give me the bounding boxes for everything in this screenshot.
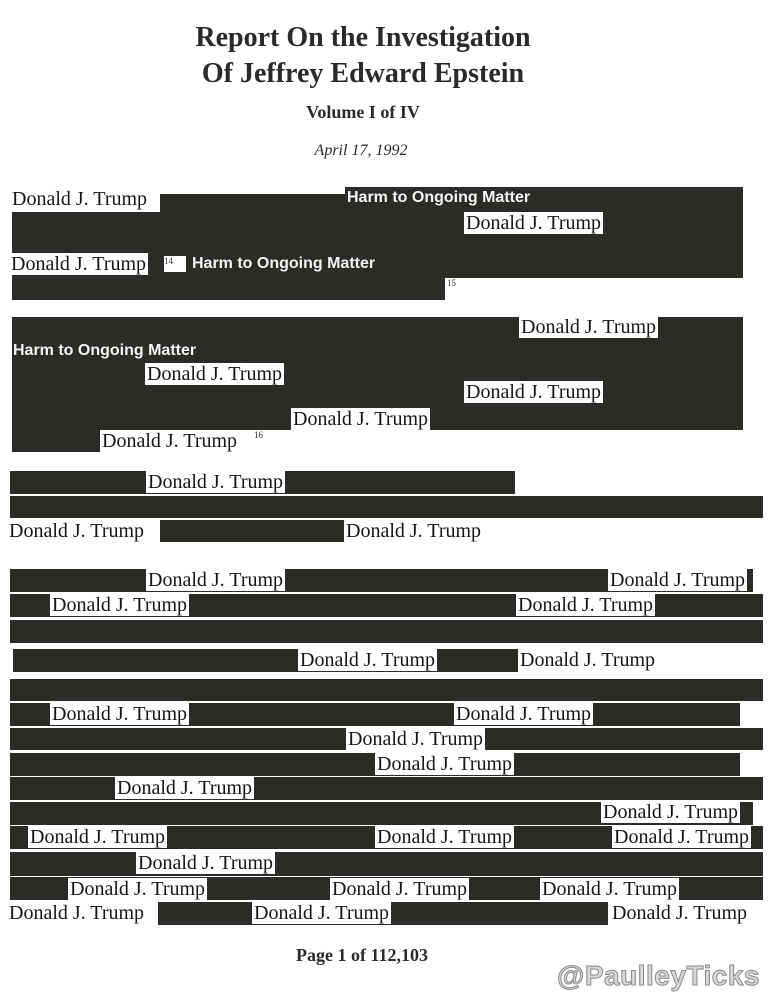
name-label: Donald J. Trump	[148, 569, 284, 591]
harm-label: Harm to Ongoing Matter	[347, 189, 531, 206]
name-label: Donald J. Trump	[9, 902, 145, 924]
report-date: April 17, 1992	[314, 142, 408, 159]
footnote-marker: 16	[254, 430, 263, 440]
document-title-line-1: Report On the Investigation	[195, 22, 531, 53]
redaction-bar	[160, 520, 344, 542]
name-label: Donald J. Trump	[518, 594, 654, 616]
harm-label: Harm to Ongoing Matter	[192, 255, 376, 272]
name-label: Donald J. Trump	[148, 471, 284, 493]
name-label: Donald J. Trump	[346, 520, 482, 542]
name-label: Donald J. Trump	[520, 649, 656, 671]
name-label: Donald J. Trump	[348, 728, 484, 750]
name-label: Donald J. Trump	[293, 408, 429, 430]
redaction-bar	[12, 278, 445, 300]
name-label: Donald J. Trump	[254, 902, 390, 924]
name-label: Donald J. Trump	[30, 826, 166, 848]
name-label: Donald J. Trump	[466, 381, 602, 403]
name-label: Donald J. Trump	[300, 649, 436, 671]
name-label: Donald J. Trump	[377, 826, 513, 848]
document-title-line-2: Of Jeffrey Edward Epstein	[201, 58, 525, 89]
name-label: Donald J. Trump	[52, 703, 188, 725]
name-label: Donald J. Trump	[9, 520, 145, 542]
name-label: Donald J. Trump	[138, 852, 274, 874]
redaction-bar	[10, 679, 763, 701]
name-label: Donald J. Trump	[614, 826, 750, 848]
name-label: Donald J. Trump	[603, 801, 739, 823]
redaction-gap	[160, 187, 345, 194]
name-label: Donald J. Trump	[612, 902, 748, 924]
name-label: Donald J. Trump	[521, 316, 657, 338]
redaction-bar	[10, 852, 763, 876]
footnote-marker: 15	[447, 278, 456, 288]
name-label: Donald J. Trump	[102, 430, 238, 452]
name-label: Donald J. Trump	[610, 569, 746, 591]
name-label: Donald J. Trump	[11, 253, 147, 275]
page-number: Page 1 of 112,103	[296, 945, 428, 965]
name-label: Donald J. Trump	[52, 594, 188, 616]
footnote-marker: 14	[164, 256, 186, 272]
name-label: Donald J. Trump	[332, 878, 468, 900]
name-label: Donald J. Trump	[117, 777, 253, 799]
name-label: Donald J. Trump	[456, 703, 592, 725]
redaction-bar	[12, 430, 100, 452]
name-label: Donald J. Trump	[377, 753, 513, 775]
redaction-bar	[10, 496, 763, 518]
name-label: Donald J. Trump	[12, 188, 148, 210]
name-label: Donald J. Trump	[147, 363, 283, 385]
redaction-bar	[13, 649, 518, 672]
name-label: Donald J. Trump	[466, 212, 602, 234]
redaction-bar	[10, 620, 763, 643]
watermark: @PaulleyTicks	[557, 960, 760, 991]
name-label: Donald J. Trump	[70, 878, 206, 900]
volume-label: Volume I of IV	[306, 102, 420, 122]
harm-label: Harm to Ongoing Matter	[13, 342, 197, 359]
name-label: Donald J. Trump	[542, 878, 678, 900]
redaction-bar	[12, 212, 743, 254]
